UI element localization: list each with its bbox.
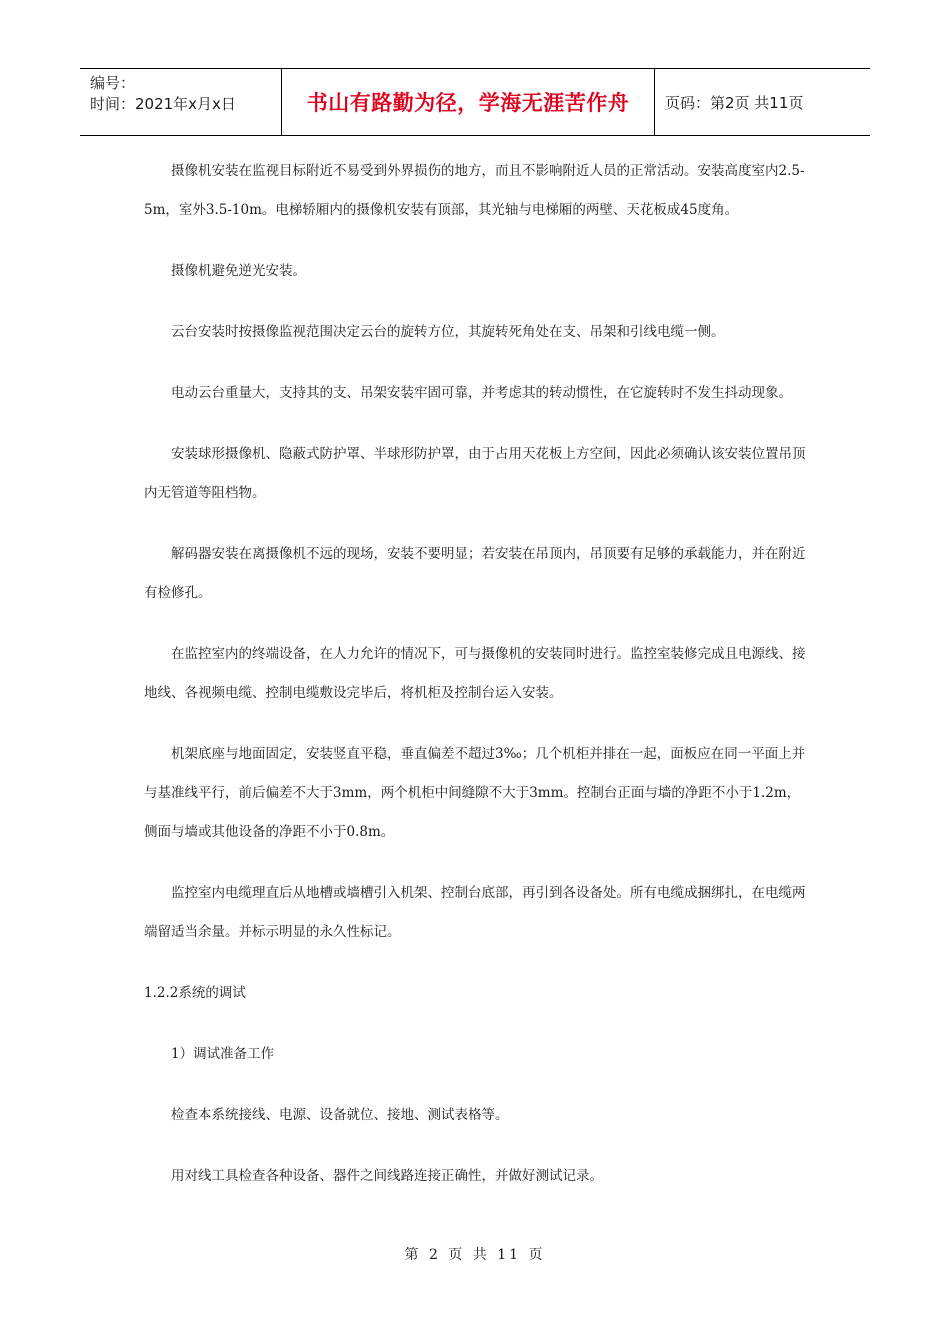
body-paragraph: 机架底座与地面固定，安装竖直平稳，垂直偏差不超过3‰；几个机柜并排在一起，面板应在同一平面上并与基准线平行，前后偏差不大于3mm，两个机柜中间缝隙不大于3mm。控制台正面与墙的净距不小于1.2m，侧面与墙或其他设备的净距不小于0.8m。 [144, 746, 806, 840]
body-paragraph: 摄像机安装在监视目标附近不易受到外界损伤的地方，而且不影响附近人员的正常活动。安装高度室内2.5-5m，室外3.5-10m。电梯轿厢内的摄像机安装有顶部，其光轴与电梯厢的两壁、天花板成45度角。 [144, 163, 805, 218]
document-number-label: 编号： [90, 74, 136, 92]
header-motto-cell [282, 69, 655, 135]
sub-heading: 1）调试准备工作 [171, 1046, 275, 1062]
document-time-label: 时间：2021年x月x日 [90, 95, 236, 113]
body-paragraph: 解码器安装在离摄像机不远的现场，安装不要明显；若安装在吊顶内，吊顶要有足够的承载能力，并在附近有检修孔。 [144, 546, 806, 601]
header-motto: 书山有路勤为径，学海无涯苦作舟 [306, 91, 630, 115]
body-paragraph: 安装球形摄像机、隐蔽式防护罩、半球形防护罩，由于占用天花板上方空间，因此必须确认该安装位置吊顶内无管道等阻档物。 [144, 446, 806, 501]
header-page-cell [655, 69, 870, 135]
body-paragraph: 云台安装时按摄像监视范围决定云台的旋转方位，其旋转死角处在支、吊架和引线电缆一侧。 [171, 324, 725, 340]
section-heading: 1.2.2系统的调试 [144, 985, 246, 1001]
body-paragraph: 在监控室内的终端设备，在人力允许的情况下，可与摄像机的安装同时进行。监控室装修完成且电源线、接地线、各视频电缆、控制电缆敷设完毕后，将机柜及控制台运入安装。 [144, 646, 806, 701]
body-paragraph: 监控室内电缆理直后从地槽或墙槽引入机架、控制台底部，再引到各设备处。所有电缆成捆绑扎，在电缆两端留适当余量。并标示明显的永久性标记。 [144, 885, 806, 940]
header-page-info: 页码：第2页 共11页 [665, 93, 804, 112]
header-meta-cell [80, 69, 282, 135]
page-footer [0, 1244, 950, 1264]
body-paragraph: 用对线工具检查各种设备、器件之间线路连接正确性，并做好测试记录。 [171, 1168, 603, 1184]
body-paragraph: 电动云台重量大，支持其的支、吊架安装牢固可靠，并考虑其的转动惯性，在它旋转时不发生抖动现象。 [171, 385, 792, 401]
body-paragraph: 摄像机避免逆光安装。 [171, 263, 306, 279]
document-body [144, 152, 807, 1218]
body-paragraph: 检查本系统接线、电源、设备就位、接地、测试表格等。 [171, 1107, 509, 1123]
footer-page-number: 第 2 页 共 11 页 [404, 1247, 546, 1263]
page-header [80, 68, 870, 136]
